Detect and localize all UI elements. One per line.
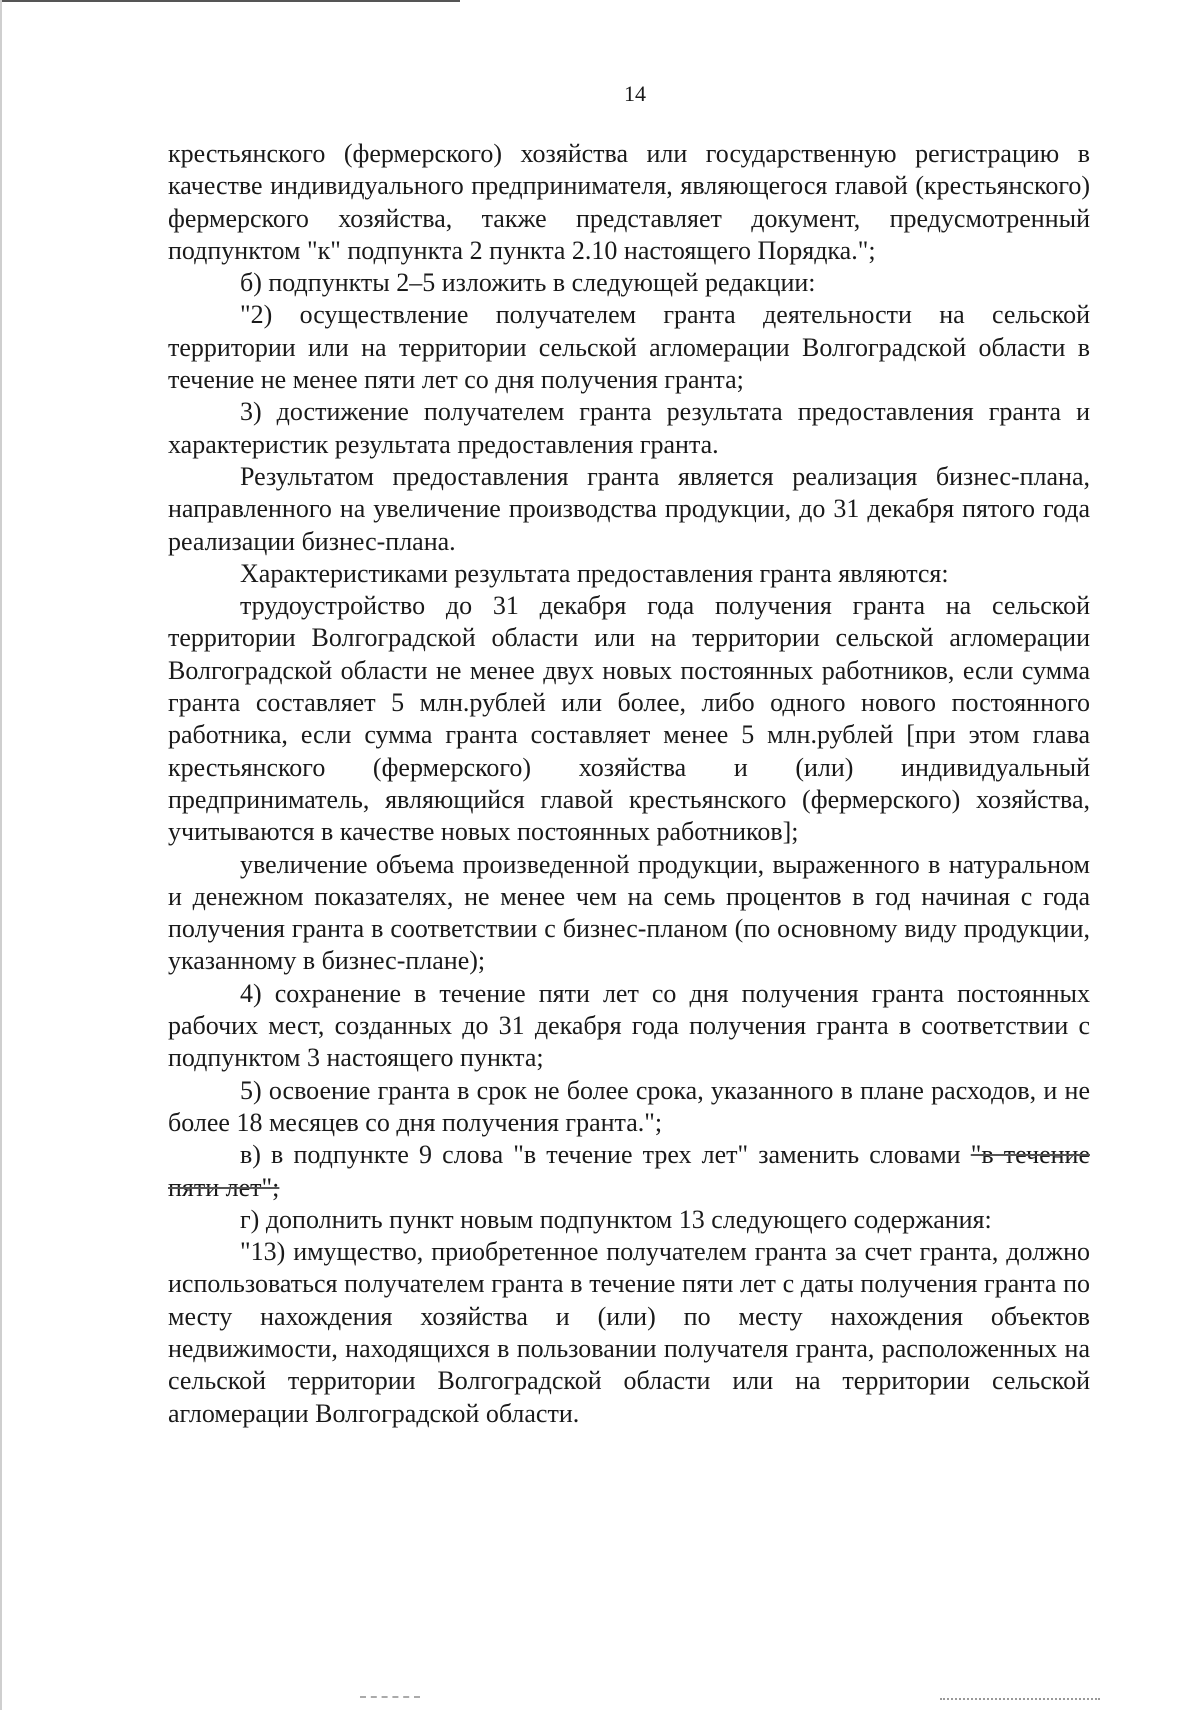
- paragraph-11: [168, 1139, 1090, 1204]
- paragraph-7: трудоустройство до 31 декабря года получения гранта на сельской территории Волгоградской области или на территории сельской агломерации Волгоградской области не менее двух новых постоянных работников, если сумма гранта составляет 5 млн.рублей или более, либо одного нового постоянного работника, если сумма гранта составляет менее 5 млн.рублей [при этом глава крестьянского (фермерского) хозяйства и (или) индивидуальный предприниматель, являющийся главой крестьянского (фермерского) хозяйства, учитываются в качестве новых постоянных работников];: [168, 591, 1090, 847]
- paragraph-13: "13) имущество, приобретенное получателем гранта за счет гранта, должно использоваться получателем гранта в течение пяти лет с даты получения гранта по месту нахождения хозяйства и (или) по месту нахождения объектов недвижимости, находящихся в пользовании получателя гранта, расположенных на сельской территории Волгоградской области или на территории сельской агломерации Волгоградской области.: [168, 1237, 1090, 1428]
- paragraph-11-struck-text: "в течение пяти лет";: [168, 1140, 1090, 1202]
- scan-artifact-dots: [940, 1698, 1100, 1700]
- document-body: [168, 138, 1090, 1430]
- paragraph-11-text: в) в подпункте 9 слова "в течение трех лет" заменить словами: [240, 1140, 961, 1170]
- paragraph-4: 3) достижение получателем гранта результата предоставления гранта и характеристик результата предоставления гранта.: [168, 397, 1090, 459]
- scan-artifact-mark: [360, 1696, 420, 1698]
- paragraph-12: г) дополнить пункт новым подпунктом 13 следующего содержания:: [240, 1204, 992, 1234]
- paragraph-10: 5) освоение гранта в срок не более срока, указанного в плане расходов, и не более 18 месяцев со дня получения гранта.";: [168, 1075, 1090, 1137]
- paragraph-8: увеличение объема произведенной продукции, выраженного в натуральном и денежном показателях, не менее чем на семь процентов в год начиная с года получения гранта в соответствии с бизнес-планом (по основному виду продукции, указанному в бизнес-плане);: [168, 849, 1090, 976]
- paragraph-2: б) подпункты 2–5 изложить в следующей редакции:: [240, 268, 816, 298]
- page-number: 14: [624, 81, 646, 106]
- scan-top-rule: [0, 0, 460, 2]
- paragraph-3: "2) осуществление получателем гранта деятельности на сельской территории или на территории сельской агломерации Волгоградской области в течение не менее пяти лет со дня получения гранта;: [168, 300, 1090, 395]
- scan-left-edge: [0, 0, 2, 1710]
- paragraph-1: крестьянского (фермерского) хозяйства или государственную регистрацию в качестве индивидуального предпринимателя, являющегося главой (крестьянского) фермерского хозяйства, также представляет документ, предусмотренный подпунктом "к" подпункта 2 пункта 2.10 настоящего Порядка.";: [168, 139, 1090, 265]
- paragraph-6: Характеристиками результата предоставления гранта являются:: [240, 558, 949, 588]
- paragraph-5: Результатом предоставления гранта является реализация бизнес-плана, направленного на увеличение производства продукции, до 31 декабря пятого года реализации бизнес-плана.: [168, 461, 1090, 556]
- paragraph-9: 4) сохранение в течение пяти лет со дня получения гранта постоянных рабочих мест, созданных до 31 декабря года получения гранта в соответствии с подпунктом 3 настоящего пункта;: [168, 978, 1090, 1073]
